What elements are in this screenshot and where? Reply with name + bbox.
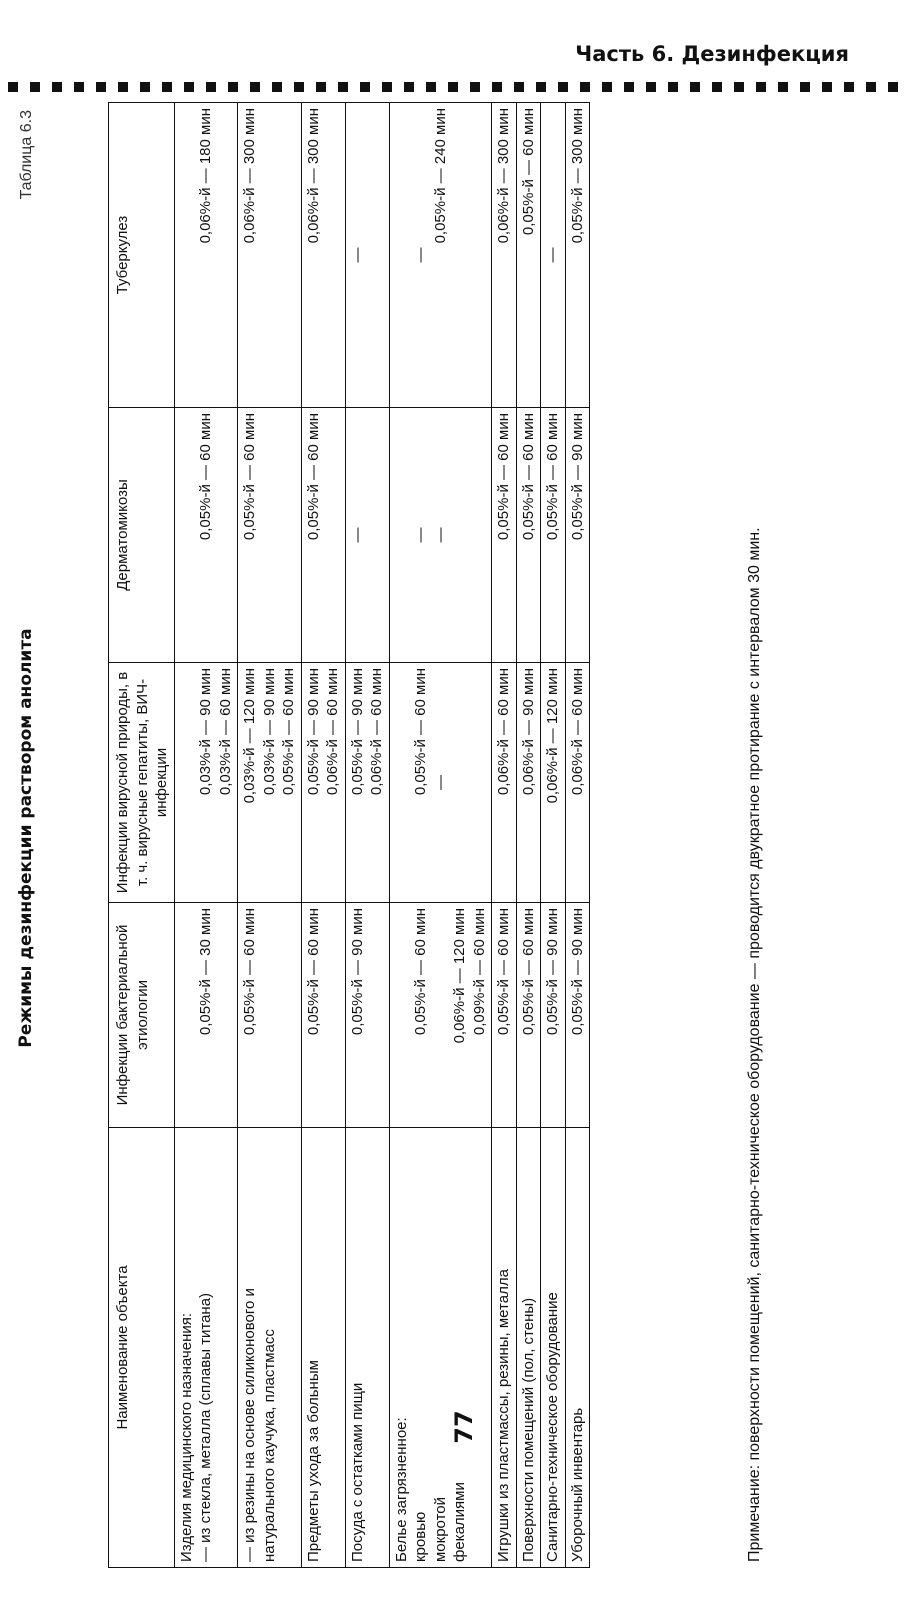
cell-viral [541, 663, 566, 903]
table-label: Таблица 6.3 [18, 110, 35, 200]
cell-line: — [348, 247, 366, 263]
cell-line: 0,06%-й — 300 мин [241, 108, 258, 244]
cell-object-name [238, 1128, 302, 1568]
cell-line: 0,06%-й — 300 мин [304, 108, 322, 244]
dotted-divider [8, 82, 903, 92]
table-row [389, 103, 492, 1568]
cell-line: 0,05%-й — 90 мин [544, 908, 561, 1036]
cell-bacterial [174, 903, 238, 1128]
cell-line: 0,05%-й — 60 мин [544, 413, 561, 541]
cell-object-name [492, 1128, 517, 1568]
cell-line: Предметы ухода за больным [304, 1360, 322, 1562]
cell-dermatomycoses [174, 408, 238, 663]
cell-line: 0,05%-й — 60 мин [304, 413, 322, 541]
table-header-row [109, 103, 175, 1568]
cell-line: 0,05%-й — 90 мин [304, 668, 322, 796]
cell-line: Посуда с остатками пищи [348, 1382, 366, 1562]
cell-line: Поверхности помещений (пол, стены) [519, 1297, 537, 1562]
cell-line: 0,03%-й — 90 мин [260, 668, 278, 796]
cell-dermatomycoses [492, 408, 517, 663]
cell-viral [389, 663, 492, 903]
cell-tuberculosis [174, 103, 238, 408]
cell-line: 0,06%-й — 120 мин [451, 908, 468, 1044]
table-row [565, 103, 590, 1568]
cell-line [392, 668, 412, 897]
cell-viral [345, 663, 389, 903]
table-row [541, 103, 566, 1568]
cell-line: 0,05%-й — 60 мин [519, 108, 537, 236]
cell-dermatomycoses [345, 408, 389, 663]
cell-bacterial [541, 903, 566, 1128]
cell-dermatomycoses [238, 408, 302, 663]
cell-line: Игрушки из пластмассы, резины, металла [495, 1269, 512, 1562]
cell-line: 0,05%-й — 90 мин [568, 908, 586, 1036]
cell-dermatomycoses [389, 408, 492, 663]
cell-line: Санитарно-техническое оборудование [544, 1292, 561, 1562]
cell-dermatomycoses [516, 408, 541, 663]
cell-line: 0,05%-й — 60 мин [197, 413, 214, 541]
cell-viral [238, 663, 302, 903]
column-header-viral: Инфекции вирусной природы, в т. ч. вирусные гепатиты, ВИЧ-инфекции [109, 663, 175, 903]
cell-line: 0,03%-й — 60 мин [216, 668, 234, 796]
table-row [301, 103, 345, 1568]
cell-line: 0,06%-й — 180 мин [197, 108, 214, 244]
cell-line: 0,05%-й — 300 мин [568, 108, 586, 244]
cell-bacterial [238, 903, 302, 1128]
table-title: Режимы дезинфекции раствором анолита [16, 628, 36, 1048]
cell-line: 0,05%-й — 90 мин [348, 668, 366, 796]
cell-line: Белье загрязненное: [392, 1417, 410, 1562]
cell-bacterial [492, 903, 517, 1128]
cell-line: 0,06%-й — 300 мин [495, 108, 512, 244]
cell-object-name [345, 1128, 389, 1568]
cell-line: 0,06%-й — 60 мин [568, 668, 586, 796]
cell-dermatomycoses [541, 408, 566, 663]
cell-viral [492, 663, 517, 903]
cell-object-name [541, 1128, 566, 1568]
cell-line: — [431, 775, 449, 790]
cell-tuberculosis [492, 103, 517, 408]
cell-line: 0,05%-й — 60 мин [241, 413, 258, 541]
column-header-bacterial: Инфекции бактериальной этиологии [109, 903, 175, 1128]
cell-bacterial [565, 903, 590, 1128]
disinfection-table [108, 102, 590, 1568]
cell-line [431, 908, 451, 1122]
section-title: Часть 6. Дезинфекция [575, 42, 849, 66]
cell-line: 0,05%-й — 240 мин [431, 108, 449, 244]
cell-line: 0,05%-й — 60 мин [519, 413, 537, 541]
table-row [492, 103, 517, 1568]
cell-line [392, 108, 412, 402]
cell-line: 0,03%-й — 90 мин [197, 668, 214, 796]
cell-object-name [565, 1128, 590, 1568]
cell-line: 0,03%-й — 120 мин [241, 668, 258, 804]
cell-line: мокротой [431, 1497, 449, 1562]
cell-tuberculosis [238, 103, 302, 408]
cell-line [177, 108, 197, 402]
cell-line: 0,05%-й — 60 мин [241, 908, 258, 1036]
cell-line: 0,05%-й — 60 мин [495, 413, 512, 541]
cell-line: 0,05%-й — 60 мин [495, 908, 512, 1036]
column-header-object: Наименование объекта [109, 1128, 175, 1568]
cell-object-name [174, 1128, 238, 1568]
page-number: 77 [450, 1410, 478, 1444]
cell-line: — [544, 247, 561, 263]
cell-line: — [431, 527, 449, 543]
cell-line [177, 908, 197, 1122]
cell-tuberculosis [516, 103, 541, 408]
cell-line: 0,06%-й — 120 мин [544, 668, 561, 804]
table-row [345, 103, 389, 1568]
cell-line: 0,05%-й — 30 мин [197, 908, 214, 1036]
cell-line: 0,05%-й — 60 мин [519, 908, 537, 1036]
cell-bacterial [389, 903, 492, 1128]
cell-line: 0,05%-й — 60 мин [412, 908, 429, 1036]
cell-line: 0,06%-й — 60 мин [368, 668, 385, 796]
cell-viral [516, 663, 541, 903]
cell-viral [565, 663, 590, 903]
table-row [174, 103, 238, 1568]
column-header-tuberculosis: Туберкулез [109, 103, 175, 408]
cell-line: 0,06%-й — 60 мин [495, 668, 512, 796]
cell-dermatomycoses [565, 408, 590, 663]
cell-object-name [516, 1128, 541, 1568]
table-row [238, 103, 302, 1568]
cell-line [177, 668, 197, 897]
cell-object-name [389, 1128, 492, 1568]
column-header-dermatomycoses: Дерматомикозы [109, 408, 175, 663]
cell-line: — из резины на основе силиконового и [241, 1288, 258, 1562]
cell-line: 0,05%-й — 60 мин [280, 668, 297, 796]
cell-tuberculosis [389, 103, 492, 408]
cell-line: 0,09%-й — 60 мин [470, 908, 488, 1036]
cell-dermatomycoses [301, 408, 345, 663]
cell-tuberculosis [565, 103, 590, 408]
cell-line: — [412, 527, 429, 543]
cell-viral [174, 663, 238, 903]
cell-line: фекалиями [451, 1482, 468, 1562]
rotated-page-content [8, 98, 808, 1578]
cell-object-name [301, 1128, 345, 1568]
cell-bacterial [301, 903, 345, 1128]
table-row [516, 103, 541, 1568]
cell-bacterial [345, 903, 389, 1128]
cell-tuberculosis [541, 103, 566, 408]
cell-tuberculosis [345, 103, 389, 408]
cell-line: Уборочный инвентарь [568, 1407, 586, 1562]
cell-line: — [412, 247, 429, 263]
cell-line: 0,05%-й — 90 мин [568, 413, 586, 541]
cell-line: 0,05%-й — 90 мин [348, 908, 366, 1036]
cell-line: кровью [412, 1511, 429, 1562]
cell-viral [301, 663, 345, 903]
cell-line: — из стекла, металла (сплавы титана) [197, 1292, 214, 1562]
table-note: Примечание: поверхности помещений, санитарно-техническое оборудование — проводится двукратное протирание с интервалом 30 мин. [746, 527, 763, 1562]
cell-line: 0,05%-й — 60 мин [304, 908, 322, 1036]
cell-line: 0,06%-й — 60 мин [324, 668, 341, 796]
cell-line: натурального каучука, пластмасс [260, 1329, 278, 1562]
cell-line: 0,06%-й — 90 мин [519, 668, 537, 796]
cell-line [177, 413, 197, 657]
cell-line: Изделия медицинского назначения: [177, 1312, 195, 1562]
cell-line [392, 908, 412, 1122]
cell-tuberculosis [301, 103, 345, 408]
cell-line: — [348, 527, 366, 543]
cell-line [392, 413, 412, 657]
cell-line: 0,05%-й — 60 мин [412, 668, 429, 796]
cell-bacterial [516, 903, 541, 1128]
